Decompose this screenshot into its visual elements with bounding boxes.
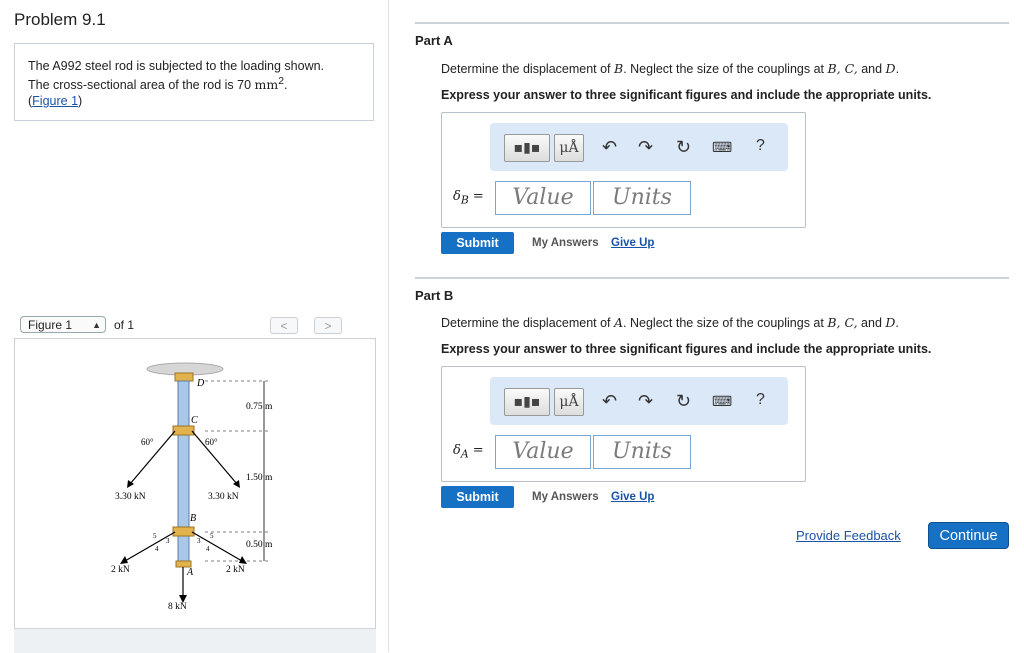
label-d: D [197, 378, 205, 389]
q-vars: B, C, [827, 315, 858, 330]
value-input[interactable]: Value [495, 435, 591, 469]
coupling-b [173, 527, 194, 536]
q-and: and [857, 62, 886, 76]
units-input[interactable]: Units [593, 181, 691, 215]
load-label-330-left: 3.30 kN [115, 492, 146, 502]
part-b-submit-button[interactable]: Submit [441, 486, 514, 508]
coupling-d [175, 373, 193, 381]
label-c: C [191, 415, 198, 426]
part-a-submit-button[interactable]: Submit [441, 232, 514, 254]
units-icon[interactable]: μÅ [554, 134, 584, 162]
answer-label [453, 189, 484, 207]
slope-5-right: 5 [210, 532, 214, 540]
figure-select[interactable] [20, 316, 106, 333]
q-text: Determine the displacement of [441, 316, 615, 330]
part-b-answer-box [441, 366, 806, 482]
undo-icon[interactable]: ↶ [602, 137, 618, 157]
q-text-mid: . Neglect the size of the couplings at [623, 62, 828, 76]
part-a-answer-box [441, 112, 806, 228]
part-b-my-answers[interactable]: My Answers [532, 491, 599, 503]
prev-figure-button[interactable]: < [270, 317, 298, 334]
paren-open: ( [28, 94, 33, 109]
label-a: A [187, 567, 194, 578]
figure-count: of 1 [114, 318, 135, 332]
redo-icon[interactable]: ↷ [638, 137, 654, 157]
delta-eq: = [468, 443, 484, 458]
statement-line-1: The A992 steel rod is subjected to the loading shown. [28, 59, 325, 73]
q-vars: B, C, [827, 61, 858, 76]
load-label-8kn: 8 kN [168, 602, 187, 612]
coupling-c [173, 426, 194, 435]
part-a-label: Part A [415, 33, 453, 48]
statement-period: . [284, 78, 288, 93]
q-and: and [857, 316, 886, 330]
part-b-question [441, 315, 899, 330]
figure-nav-bar [14, 314, 376, 338]
problem-panel [0, 0, 389, 652]
templates-icon[interactable]: ▪▮▪ [504, 134, 550, 162]
slope-3-right: 3 [197, 537, 201, 545]
problem-statement [14, 43, 374, 121]
value-input[interactable]: Value [495, 181, 591, 215]
slope-4-left: 4 [155, 545, 159, 553]
math-toolbar [490, 377, 788, 425]
area-unit: mm [254, 77, 279, 93]
area-exponent: 2 [278, 76, 285, 87]
redo-icon[interactable]: ↷ [638, 391, 654, 411]
q-var-end: D [885, 61, 896, 76]
next-figure-button[interactable]: > [314, 317, 342, 334]
dim-label-050: 0.50 m [246, 540, 273, 550]
q-end: . [895, 62, 900, 76]
load-label-330-right: 3.30 kN [208, 492, 239, 502]
q-text-mid: . Neglect the size of the couplings at [623, 316, 828, 330]
statement-line-2 [28, 74, 360, 93]
continue-button[interactable]: Continue [928, 522, 1009, 549]
part-a-instruction: Express your answer to three significant figures and include the appropriate units. [441, 88, 932, 102]
figure-footer-bar [14, 628, 376, 653]
keyboard-icon[interactable]: ⌨ [712, 139, 733, 155]
reset-icon[interactable]: ↻ [676, 391, 692, 411]
rod-figure [15, 339, 375, 629]
label-b: B [190, 513, 197, 524]
reset-icon[interactable]: ↻ [676, 137, 692, 157]
delta-sub: A [460, 447, 469, 461]
delta-symbol: δ [453, 189, 461, 204]
delta-sub: B [460, 193, 469, 207]
answer-label [453, 443, 484, 461]
select-arrow-icon: ▲ [92, 320, 101, 330]
units-input[interactable]: Units [593, 435, 691, 469]
figure-link[interactable]: Figure 1 [32, 94, 79, 109]
dim-label-075: 0.75 m [246, 402, 273, 412]
help-icon[interactable]: ? [756, 137, 765, 154]
part-a-separator [415, 22, 1009, 24]
angle-left: 60° [141, 437, 154, 447]
paren-close: ) [78, 94, 83, 109]
part-b-instruction: Express your answer to three significant figures and include the appropriate units. [441, 342, 932, 356]
angle-right: 60° [205, 437, 218, 447]
load-label-2kn-right: 2 kN [226, 565, 245, 575]
help-icon[interactable]: ? [756, 391, 765, 408]
figure-frame [14, 338, 376, 652]
q-var-end: D [885, 315, 896, 330]
q-var: B [614, 61, 624, 76]
delta-eq: = [468, 189, 484, 204]
slope-4-right: 4 [206, 545, 210, 553]
provide-feedback-link[interactable]: Provide Feedback [796, 528, 901, 543]
templates-icon[interactable]: ▪▮▪ [504, 388, 550, 416]
part-b-label: Part B [415, 288, 454, 303]
parts-panel [389, 0, 1024, 652]
delta-symbol: δ [453, 443, 461, 458]
q-text: Determine the displacement of [441, 62, 615, 76]
q-end: . [895, 316, 899, 330]
math-toolbar [490, 123, 788, 171]
units-icon[interactable]: μÅ [554, 388, 584, 416]
part-b-give-up[interactable]: Give Up [611, 491, 655, 503]
statement-text: The cross-sectional area of the rod is 70 [28, 78, 255, 93]
q-var: A [614, 315, 624, 330]
part-b-separator [415, 277, 1009, 279]
problem-title: Problem 9.1 [14, 10, 106, 29]
slope-3-left: 3 [166, 537, 170, 545]
part-a-question [441, 61, 899, 76]
figure-link-line [28, 93, 360, 109]
keyboard-icon[interactable]: ⌨ [712, 393, 733, 409]
part-a-give-up[interactable]: Give Up [611, 237, 655, 249]
dim-label-150: 1.50 m [246, 473, 273, 483]
part-a-my-answers[interactable]: My Answers [532, 237, 599, 249]
undo-icon[interactable]: ↶ [602, 391, 618, 411]
load-label-2kn-left: 2 kN [111, 565, 130, 575]
slope-5-left: 5 [153, 532, 157, 540]
figure-select-value: Figure 1 [28, 318, 73, 332]
